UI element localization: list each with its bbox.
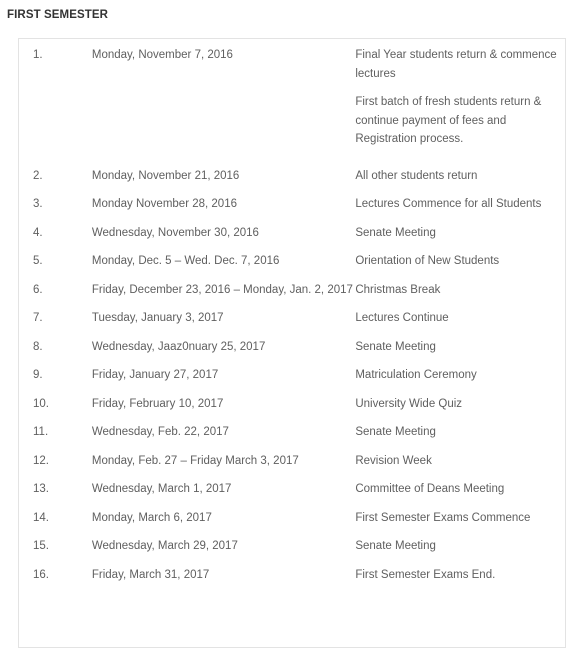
section-title: FIRST SEMESTER (7, 9, 109, 21)
table-row (19, 39, 565, 149)
table-row (19, 214, 565, 243)
table-row (19, 299, 565, 328)
row-date: Wednesday, March 29, 2017 (91, 540, 238, 552)
row-event: Committee of Deans Meeting (355, 483, 505, 495)
row-event-cell (355, 556, 565, 585)
row-event: Final Year students return & commence lectures (355, 49, 557, 80)
row-number: 11. (33, 426, 49, 438)
calendar-body (19, 39, 565, 584)
table-row (19, 470, 565, 499)
row-event-cell (355, 271, 565, 300)
row-number: 9. (33, 369, 43, 381)
table-row (19, 413, 565, 442)
row-date: Monday, November 21, 2016 (91, 169, 240, 182)
calendar-table (19, 39, 565, 584)
row-date: Wednesday, Jaaz0nuary 25, 2017 (91, 340, 266, 353)
row-event: Revision Week (355, 454, 432, 467)
row-event: All other students return (355, 169, 478, 182)
row-event-cell (355, 470, 565, 499)
row-number: 2. (33, 169, 43, 182)
row-event: Senate Meeting (355, 226, 436, 239)
row-event-cell (355, 328, 565, 357)
row-date: Friday, March 31, 2017 (91, 568, 210, 581)
table-row (19, 328, 565, 357)
event-spacer (355, 83, 565, 93)
row-number: 10. (33, 397, 49, 410)
row-date: Monday, Dec. 5 – Wed. Dec. 7, 2016 (91, 255, 280, 267)
row-event: Christmas Break (355, 283, 441, 296)
row-date: Friday, December 23, 2016 – Monday, Jan. 2, 2017 (91, 283, 353, 296)
row-event-cell (355, 356, 565, 385)
table-row (19, 499, 565, 528)
row-event-cell (355, 385, 565, 414)
table-row (19, 271, 565, 300)
row-event-cell (355, 499, 565, 528)
row-number: 6. (33, 283, 43, 296)
row-number: 5. (33, 255, 43, 267)
row-event-cell (355, 527, 565, 556)
row-event-cell (355, 149, 565, 186)
table-row (19, 442, 565, 471)
row-date: Friday, February 10, 2017 (91, 397, 224, 410)
row-event: First Semester Exams End. (355, 568, 496, 581)
row-number: 15. (33, 540, 49, 552)
row-date: Monday, Feb. 27 – Friday March 3, 2017 (91, 454, 299, 467)
row-event: Senate Meeting (355, 426, 436, 438)
row-date: Monday November 28, 2016 (91, 198, 237, 210)
table-row (19, 185, 565, 214)
row-number: 13. (33, 483, 49, 495)
row-date: Monday, March 6, 2017 (91, 511, 212, 524)
row-number: 3. (33, 198, 43, 210)
row-event: University Wide Quiz (355, 397, 463, 410)
row-number: 8. (33, 340, 43, 353)
row-event-cell (355, 185, 565, 214)
row-event: Lectures Commence for all Students (355, 198, 542, 210)
row-event: Matriculation Ceremony (355, 369, 477, 381)
row-number: 4. (33, 226, 43, 239)
row-event: Senate Meeting (355, 340, 436, 353)
table-row (19, 385, 565, 414)
row-date: Friday, January 27, 2017 (91, 369, 219, 381)
row-number: 1. (33, 49, 43, 61)
row-number: 14. (33, 511, 49, 524)
row-date: Monday, November 7, 2016 (91, 49, 233, 61)
row-event: Senate Meeting (355, 540, 436, 552)
table-row (19, 556, 565, 585)
row-event: First batch of fresh students return & continue payment of fees and Registration process. (355, 96, 542, 145)
row-event-cell (355, 442, 565, 471)
row-event-cell (355, 242, 565, 271)
table-row (19, 356, 565, 385)
table-row (19, 242, 565, 271)
row-date: Wednesday, Feb. 22, 2017 (91, 426, 229, 438)
row-event-cell (355, 214, 565, 243)
row-number: 16. (33, 568, 49, 581)
row-event-cell (355, 413, 565, 442)
row-event: First Semester Exams Commence (355, 511, 531, 524)
table-row (19, 149, 565, 186)
row-event: Lectures Continue (355, 312, 449, 324)
row-event-cell (355, 299, 565, 328)
calendar-panel (18, 38, 566, 648)
row-date: Tuesday, January 3, 2017 (91, 312, 224, 324)
table-row (19, 527, 565, 556)
row-date: Wednesday, November 30, 2016 (91, 226, 259, 239)
row-date: Wednesday, March 1, 2017 (91, 483, 232, 495)
row-event: Orientation of New Students (355, 255, 500, 267)
row-number: 7. (33, 312, 43, 324)
row-number: 12. (33, 454, 49, 467)
row-event-cell (355, 39, 565, 149)
